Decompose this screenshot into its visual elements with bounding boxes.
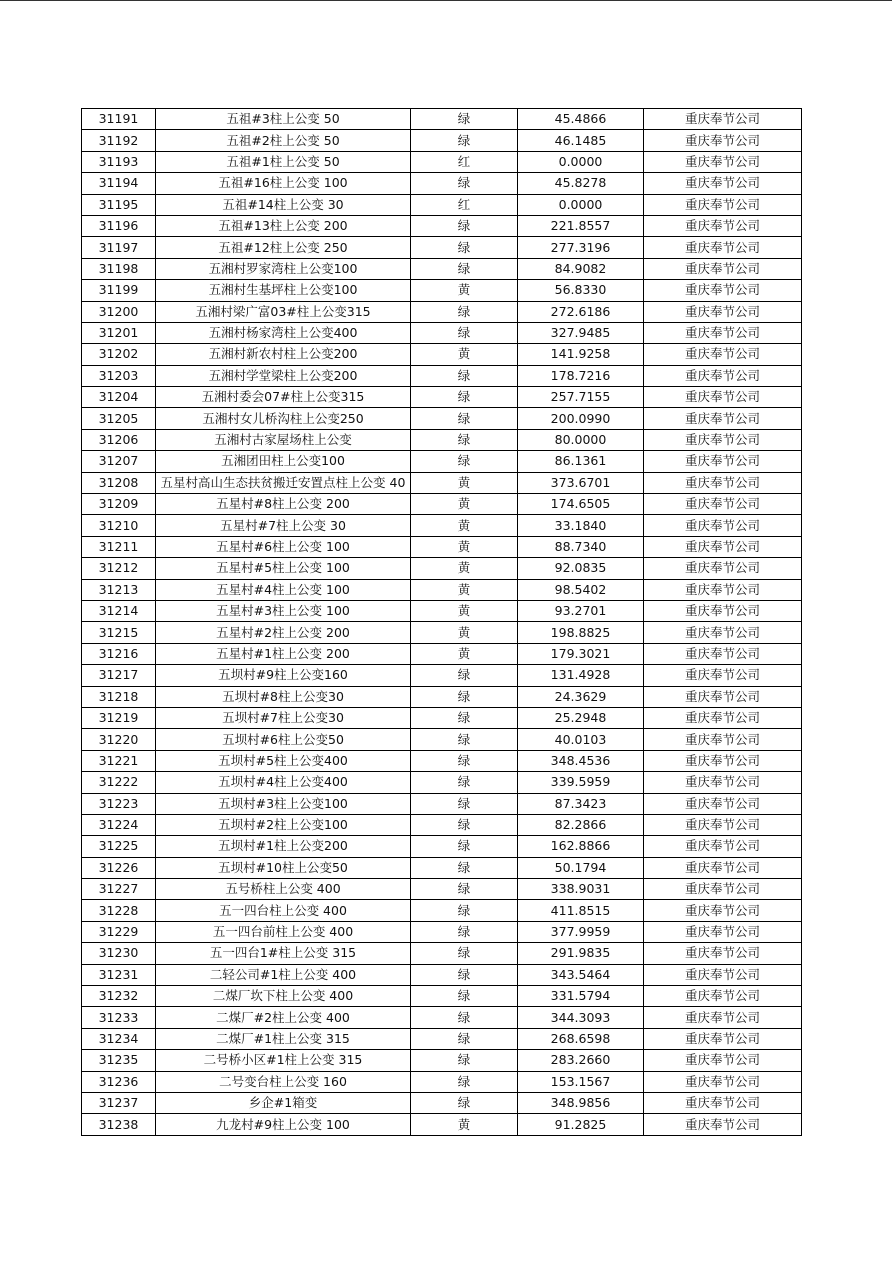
table-row [82, 600, 802, 621]
transformer-name-cell: 五星村#8柱上公变 200 [156, 494, 411, 515]
load-value-cell: 200.0990 [518, 408, 644, 429]
row-id-cell: 31207 [82, 451, 156, 472]
status-color-cell: 红 [411, 151, 518, 172]
load-value-cell: 327.9485 [518, 322, 644, 343]
transformer-name-cell: 五坝村#2柱上公变100 [156, 814, 411, 835]
row-id-cell: 31226 [82, 857, 156, 878]
company-cell: 重庆奉节公司 [644, 921, 802, 942]
company-cell: 重庆奉节公司 [644, 151, 802, 172]
row-id-cell: 31203 [82, 365, 156, 386]
table-row [82, 1007, 802, 1028]
company-cell: 重庆奉节公司 [644, 408, 802, 429]
status-color-cell: 绿 [411, 322, 518, 343]
company-cell: 重庆奉节公司 [644, 173, 802, 194]
transformer-name-cell: 五星村#5柱上公变 100 [156, 558, 411, 579]
transformer-name-cell: 五坝村#10柱上公变50 [156, 857, 411, 878]
status-color-cell: 绿 [411, 772, 518, 793]
transformer-name-cell: 五湘团田柱上公变100 [156, 451, 411, 472]
table-row [82, 836, 802, 857]
table-row [82, 344, 802, 365]
load-value-cell: 45.8278 [518, 173, 644, 194]
transformer-name-cell: 五星村#7柱上公变 30 [156, 515, 411, 536]
load-value-cell: 25.2948 [518, 707, 644, 728]
load-value-cell: 283.2660 [518, 1050, 644, 1071]
row-id-cell: 31233 [82, 1007, 156, 1028]
row-id-cell: 31214 [82, 600, 156, 621]
transformer-name-cell: 二煤厂#2柱上公变 400 [156, 1007, 411, 1028]
transformer-name-cell: 五湘村委会07#柱上公变315 [156, 387, 411, 408]
row-id-cell: 31228 [82, 900, 156, 921]
status-color-cell: 绿 [411, 365, 518, 386]
table-row [82, 494, 802, 515]
load-value-cell: 178.7216 [518, 365, 644, 386]
company-cell: 重庆奉节公司 [644, 429, 802, 450]
row-id-cell: 31191 [82, 109, 156, 130]
status-color-cell: 黄 [411, 600, 518, 621]
status-color-cell: 绿 [411, 879, 518, 900]
transformer-name-cell: 五坝村#8柱上公变30 [156, 686, 411, 707]
load-value-cell: 93.2701 [518, 600, 644, 621]
transformer-name-cell: 五祖#13柱上公变 200 [156, 215, 411, 236]
table-row [82, 472, 802, 493]
load-value-cell: 348.9856 [518, 1092, 644, 1113]
status-color-cell: 绿 [411, 729, 518, 750]
table-row [82, 109, 802, 130]
status-color-cell: 黄 [411, 622, 518, 643]
row-id-cell: 31217 [82, 665, 156, 686]
table-row [82, 515, 802, 536]
load-value-cell: 87.3423 [518, 793, 644, 814]
status-color-cell: 绿 [411, 215, 518, 236]
transformer-name-cell: 五祖#12柱上公变 250 [156, 237, 411, 258]
table-row [82, 301, 802, 322]
transformer-name-cell: 五湘村生基坪柱上公变100 [156, 280, 411, 301]
table-row [82, 1114, 802, 1135]
row-id-cell: 31196 [82, 215, 156, 236]
company-cell: 重庆奉节公司 [644, 600, 802, 621]
company-cell: 重庆奉节公司 [644, 280, 802, 301]
row-id-cell: 31198 [82, 258, 156, 279]
status-color-cell: 黄 [411, 280, 518, 301]
row-id-cell: 31237 [82, 1092, 156, 1113]
table-row [82, 857, 802, 878]
transformer-name-cell: 五坝村#9柱上公变160 [156, 665, 411, 686]
table-row [82, 237, 802, 258]
status-color-cell: 绿 [411, 109, 518, 130]
company-cell: 重庆奉节公司 [644, 814, 802, 835]
table-row [82, 879, 802, 900]
transformer-name-cell: 五一四台前柱上公变 400 [156, 921, 411, 942]
transformer-name-cell: 五坝村#5柱上公变400 [156, 750, 411, 771]
table-body [82, 109, 802, 1136]
page-top-border [0, 0, 892, 1]
row-id-cell: 31197 [82, 237, 156, 258]
table-row [82, 1028, 802, 1049]
load-value-cell: 45.4866 [518, 109, 644, 130]
status-color-cell: 绿 [411, 1007, 518, 1028]
status-color-cell: 绿 [411, 964, 518, 985]
table-row [82, 365, 802, 386]
row-id-cell: 31221 [82, 750, 156, 771]
transformer-name-cell: 五星村#4柱上公变 100 [156, 579, 411, 600]
row-id-cell: 31224 [82, 814, 156, 835]
company-cell: 重庆奉节公司 [644, 558, 802, 579]
transformer-name-cell: 五坝村#6柱上公变50 [156, 729, 411, 750]
row-id-cell: 31209 [82, 494, 156, 515]
status-color-cell: 绿 [411, 921, 518, 942]
transformer-name-cell: 五坝村#7柱上公变30 [156, 707, 411, 728]
company-cell: 重庆奉节公司 [644, 643, 802, 664]
company-cell: 重庆奉节公司 [644, 130, 802, 151]
transformer-name-cell: 五湘村杨家湾柱上公变400 [156, 322, 411, 343]
status-color-cell: 绿 [411, 707, 518, 728]
table-row [82, 622, 802, 643]
transformer-name-cell: 二煤厂坎下柱上公变 400 [156, 986, 411, 1007]
load-value-cell: 80.0000 [518, 429, 644, 450]
load-value-cell: 56.8330 [518, 280, 644, 301]
table-row [82, 451, 802, 472]
transformer-name-cell: 五湘村罗家湾柱上公变100 [156, 258, 411, 279]
row-id-cell: 31219 [82, 707, 156, 728]
company-cell: 重庆奉节公司 [644, 836, 802, 857]
table-row [82, 943, 802, 964]
table-row [82, 151, 802, 172]
transformer-table [81, 108, 802, 1136]
table-row [82, 579, 802, 600]
company-cell: 重庆奉节公司 [644, 1028, 802, 1049]
company-cell: 重庆奉节公司 [644, 857, 802, 878]
transformer-name-cell: 五湘村新农村柱上公变200 [156, 344, 411, 365]
load-value-cell: 24.3629 [518, 686, 644, 707]
table-row [82, 536, 802, 557]
company-cell: 重庆奉节公司 [644, 494, 802, 515]
row-id-cell: 31210 [82, 515, 156, 536]
row-id-cell: 31231 [82, 964, 156, 985]
status-color-cell: 红 [411, 194, 518, 215]
status-color-cell: 黄 [411, 558, 518, 579]
status-color-cell: 黄 [411, 344, 518, 365]
load-value-cell: 411.8515 [518, 900, 644, 921]
row-id-cell: 31229 [82, 921, 156, 942]
company-cell: 重庆奉节公司 [644, 301, 802, 322]
transformer-name-cell: 五星村#2柱上公变 200 [156, 622, 411, 643]
row-id-cell: 31235 [82, 1050, 156, 1071]
transformer-name-cell: 五湘村学堂梁柱上公变200 [156, 365, 411, 386]
status-color-cell: 绿 [411, 857, 518, 878]
status-color-cell: 绿 [411, 387, 518, 408]
load-value-cell: 162.8866 [518, 836, 644, 857]
status-color-cell: 绿 [411, 237, 518, 258]
company-cell: 重庆奉节公司 [644, 964, 802, 985]
company-cell: 重庆奉节公司 [644, 707, 802, 728]
row-id-cell: 31206 [82, 429, 156, 450]
transformer-name-cell: 五星村高山生态扶贫搬迁安置点柱上公变 40 [156, 472, 411, 493]
load-value-cell: 84.9082 [518, 258, 644, 279]
load-value-cell: 377.9959 [518, 921, 644, 942]
company-cell: 重庆奉节公司 [644, 879, 802, 900]
row-id-cell: 31204 [82, 387, 156, 408]
row-id-cell: 31222 [82, 772, 156, 793]
company-cell: 重庆奉节公司 [644, 579, 802, 600]
row-id-cell: 31195 [82, 194, 156, 215]
status-color-cell: 绿 [411, 665, 518, 686]
company-cell: 重庆奉节公司 [644, 772, 802, 793]
row-id-cell: 31208 [82, 472, 156, 493]
company-cell: 重庆奉节公司 [644, 665, 802, 686]
transformer-name-cell: 五湘村古家屋场柱上公变 [156, 429, 411, 450]
table-row [82, 729, 802, 750]
row-id-cell: 31223 [82, 793, 156, 814]
table-row [82, 1071, 802, 1092]
row-id-cell: 31194 [82, 173, 156, 194]
company-cell: 重庆奉节公司 [644, 536, 802, 557]
company-cell: 重庆奉节公司 [644, 472, 802, 493]
status-color-cell: 绿 [411, 130, 518, 151]
transformer-name-cell: 二轻公司#1柱上公变 400 [156, 964, 411, 985]
status-color-cell: 黄 [411, 579, 518, 600]
load-value-cell: 338.9031 [518, 879, 644, 900]
transformer-name-cell: 五一四台柱上公变 400 [156, 900, 411, 921]
company-cell: 重庆奉节公司 [644, 387, 802, 408]
row-id-cell: 31225 [82, 836, 156, 857]
load-value-cell: 179.3021 [518, 643, 644, 664]
transformer-name-cell: 五湘村女儿桥沟柱上公变250 [156, 408, 411, 429]
table-row [82, 964, 802, 985]
company-cell: 重庆奉节公司 [644, 900, 802, 921]
transformer-name-cell: 五祖#1柱上公变 50 [156, 151, 411, 172]
transformer-name-cell: 五坝村#3柱上公变100 [156, 793, 411, 814]
status-color-cell: 绿 [411, 429, 518, 450]
row-id-cell: 31227 [82, 879, 156, 900]
status-color-cell: 黄 [411, 536, 518, 557]
company-cell: 重庆奉节公司 [644, 1071, 802, 1092]
company-cell: 重庆奉节公司 [644, 622, 802, 643]
load-value-cell: 277.3196 [518, 237, 644, 258]
company-cell: 重庆奉节公司 [644, 109, 802, 130]
status-color-cell: 黄 [411, 643, 518, 664]
transformer-name-cell: 五星村#3柱上公变 100 [156, 600, 411, 621]
company-cell: 重庆奉节公司 [644, 750, 802, 771]
transformer-name-cell: 五祖#2柱上公变 50 [156, 130, 411, 151]
transformer-name-cell: 五祖#16柱上公变 100 [156, 173, 411, 194]
table-row [82, 1050, 802, 1071]
load-value-cell: 198.8825 [518, 622, 644, 643]
row-id-cell: 31232 [82, 986, 156, 1007]
status-color-cell: 绿 [411, 258, 518, 279]
table-row [82, 258, 802, 279]
load-value-cell: 221.8557 [518, 215, 644, 236]
status-color-cell: 黄 [411, 472, 518, 493]
transformer-name-cell: 五坝村#1柱上公变200 [156, 836, 411, 857]
status-color-cell: 绿 [411, 301, 518, 322]
status-color-cell: 绿 [411, 836, 518, 857]
status-color-cell: 绿 [411, 1050, 518, 1071]
row-id-cell: 31192 [82, 130, 156, 151]
company-cell: 重庆奉节公司 [644, 365, 802, 386]
table-row [82, 130, 802, 151]
status-color-cell: 绿 [411, 750, 518, 771]
table-row [82, 429, 802, 450]
company-cell: 重庆奉节公司 [644, 943, 802, 964]
row-id-cell: 31205 [82, 408, 156, 429]
company-cell: 重庆奉节公司 [644, 1050, 802, 1071]
load-value-cell: 82.2866 [518, 814, 644, 835]
load-value-cell: 88.7340 [518, 536, 644, 557]
status-color-cell: 绿 [411, 900, 518, 921]
status-color-cell: 绿 [411, 943, 518, 964]
row-id-cell: 31213 [82, 579, 156, 600]
status-color-cell: 黄 [411, 1114, 518, 1135]
company-cell: 重庆奉节公司 [644, 344, 802, 365]
load-value-cell: 33.1840 [518, 515, 644, 536]
transformer-name-cell: 九龙村#9柱上公变 100 [156, 1114, 411, 1135]
row-id-cell: 31200 [82, 301, 156, 322]
row-id-cell: 31193 [82, 151, 156, 172]
status-color-cell: 绿 [411, 1092, 518, 1113]
table-row [82, 408, 802, 429]
load-value-cell: 348.4536 [518, 750, 644, 771]
transformer-name-cell: 五祖#14柱上公变 30 [156, 194, 411, 215]
transformer-name-cell: 二号变台柱上公变 160 [156, 1071, 411, 1092]
company-cell: 重庆奉节公司 [644, 986, 802, 1007]
status-color-cell: 黄 [411, 494, 518, 515]
row-id-cell: 31212 [82, 558, 156, 579]
company-cell: 重庆奉节公司 [644, 451, 802, 472]
load-value-cell: 86.1361 [518, 451, 644, 472]
row-id-cell: 31236 [82, 1071, 156, 1092]
load-value-cell: 0.0000 [518, 194, 644, 215]
table-row [82, 986, 802, 1007]
table-row [82, 707, 802, 728]
company-cell: 重庆奉节公司 [644, 258, 802, 279]
table-row [82, 686, 802, 707]
load-value-cell: 268.6598 [518, 1028, 644, 1049]
transformer-name-cell: 五号桥柱上公变 400 [156, 879, 411, 900]
table-row [82, 194, 802, 215]
load-value-cell: 153.1567 [518, 1071, 644, 1092]
transformer-name-cell: 五湘村梁广富03#柱上公变315 [156, 301, 411, 322]
row-id-cell: 31211 [82, 536, 156, 557]
load-value-cell: 174.6505 [518, 494, 644, 515]
company-cell: 重庆奉节公司 [644, 729, 802, 750]
load-value-cell: 91.2825 [518, 1114, 644, 1135]
company-cell: 重庆奉节公司 [644, 1114, 802, 1135]
status-color-cell: 绿 [411, 814, 518, 835]
table-row [82, 814, 802, 835]
table-row [82, 280, 802, 301]
table-row [82, 750, 802, 771]
table-row [82, 558, 802, 579]
transformer-name-cell: 五星村#6柱上公变 100 [156, 536, 411, 557]
table-row [82, 793, 802, 814]
status-color-cell: 绿 [411, 173, 518, 194]
transformer-name-cell: 二煤厂#1柱上公变 315 [156, 1028, 411, 1049]
row-id-cell: 31218 [82, 686, 156, 707]
row-id-cell: 31220 [82, 729, 156, 750]
transformer-name-cell: 乡企#1箱变 [156, 1092, 411, 1113]
row-id-cell: 31199 [82, 280, 156, 301]
table-row [82, 665, 802, 686]
load-value-cell: 339.5959 [518, 772, 644, 793]
status-color-cell: 绿 [411, 1028, 518, 1049]
load-value-cell: 40.0103 [518, 729, 644, 750]
table-row [82, 921, 802, 942]
table-row [82, 173, 802, 194]
load-value-cell: 50.1794 [518, 857, 644, 878]
table-row [82, 322, 802, 343]
status-color-cell: 绿 [411, 793, 518, 814]
table-row [82, 643, 802, 664]
transformer-name-cell: 五一四台1#柱上公变 315 [156, 943, 411, 964]
table-row [82, 215, 802, 236]
table-row [82, 1092, 802, 1113]
status-color-cell: 黄 [411, 515, 518, 536]
status-color-cell: 绿 [411, 451, 518, 472]
status-color-cell: 绿 [411, 686, 518, 707]
row-id-cell: 31201 [82, 322, 156, 343]
company-cell: 重庆奉节公司 [644, 215, 802, 236]
transformer-name-cell: 二号桥小区#1柱上公变 315 [156, 1050, 411, 1071]
load-value-cell: 92.0835 [518, 558, 644, 579]
load-value-cell: 291.9835 [518, 943, 644, 964]
company-cell: 重庆奉节公司 [644, 1007, 802, 1028]
company-cell: 重庆奉节公司 [644, 1092, 802, 1113]
status-color-cell: 绿 [411, 1071, 518, 1092]
company-cell: 重庆奉节公司 [644, 793, 802, 814]
transformer-name-cell: 五祖#3柱上公变 50 [156, 109, 411, 130]
row-id-cell: 31215 [82, 622, 156, 643]
load-value-cell: 141.9258 [518, 344, 644, 365]
table-row [82, 772, 802, 793]
row-id-cell: 31202 [82, 344, 156, 365]
row-id-cell: 31234 [82, 1028, 156, 1049]
load-value-cell: 131.4928 [518, 665, 644, 686]
load-value-cell: 343.5464 [518, 964, 644, 985]
load-value-cell: 373.6701 [518, 472, 644, 493]
transformer-name-cell: 五星村#1柱上公变 200 [156, 643, 411, 664]
table-row [82, 387, 802, 408]
company-cell: 重庆奉节公司 [644, 515, 802, 536]
load-value-cell: 257.7155 [518, 387, 644, 408]
load-value-cell: 98.5402 [518, 579, 644, 600]
transformer-name-cell: 五坝村#4柱上公变400 [156, 772, 411, 793]
status-color-cell: 绿 [411, 408, 518, 429]
load-value-cell: 272.6186 [518, 301, 644, 322]
load-value-cell: 46.1485 [518, 130, 644, 151]
load-value-cell: 344.3093 [518, 1007, 644, 1028]
company-cell: 重庆奉节公司 [644, 686, 802, 707]
company-cell: 重庆奉节公司 [644, 194, 802, 215]
status-color-cell: 绿 [411, 986, 518, 1007]
company-cell: 重庆奉节公司 [644, 322, 802, 343]
table-row [82, 900, 802, 921]
row-id-cell: 31238 [82, 1114, 156, 1135]
company-cell: 重庆奉节公司 [644, 237, 802, 258]
row-id-cell: 31230 [82, 943, 156, 964]
load-value-cell: 331.5794 [518, 986, 644, 1007]
load-value-cell: 0.0000 [518, 151, 644, 172]
row-id-cell: 31216 [82, 643, 156, 664]
